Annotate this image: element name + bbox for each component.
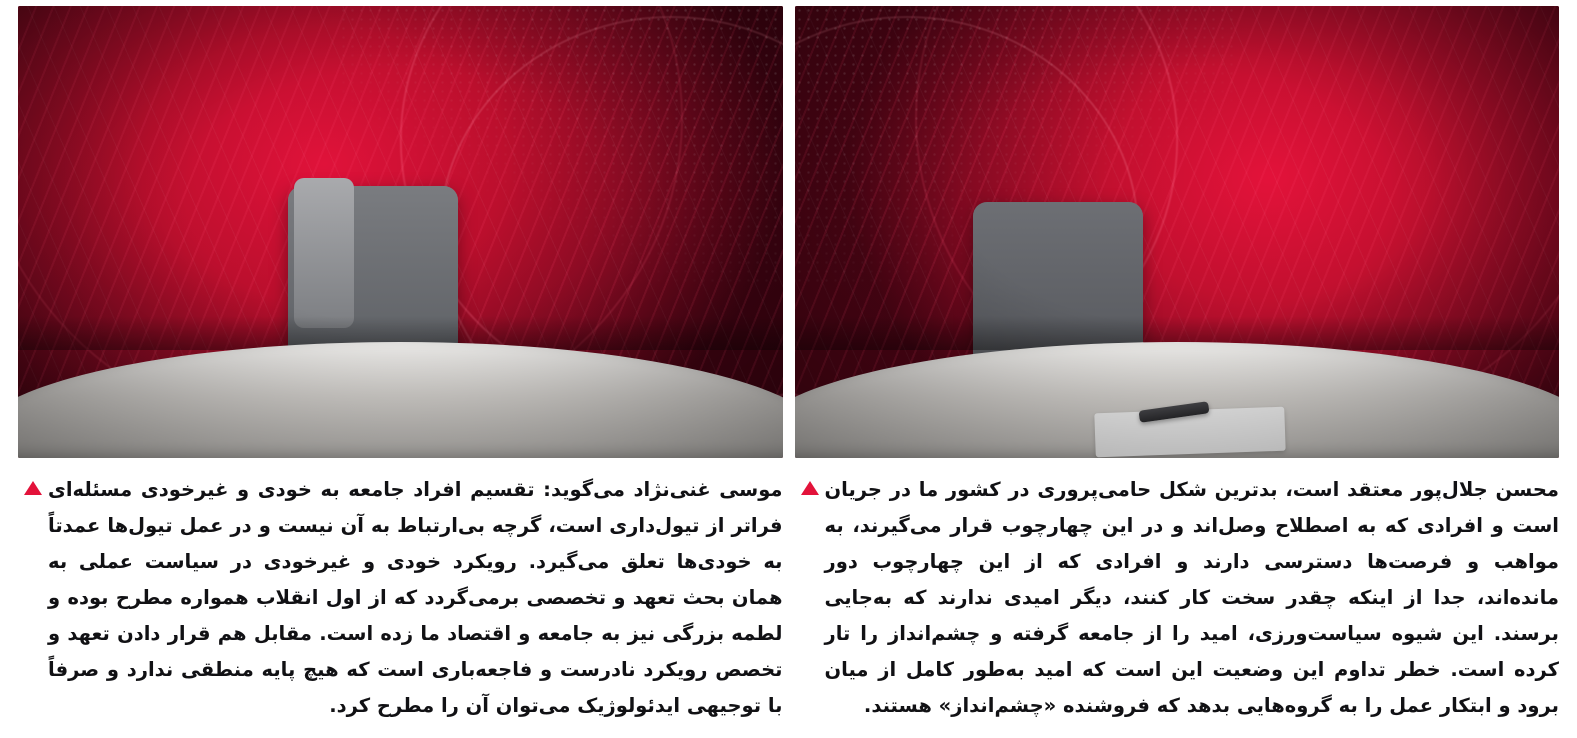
caption-block-left: [795, 472, 1560, 724]
interview-photo-jalalpour: [795, 6, 1560, 458]
photo-caption-right: موسی غنی‌نژاد می‌گوید: تقسیم افراد جامعه به خودی و غیرخودی مسئله‌ای فراتر از تیول‌داری است، گرچه بی‌ارتباط به آن نیست و در عمل تیول‌ها عمدتاً به خودی‌ها تعلق می‌گیرد. رویکرد خودی و غیرخودی در سیاست عملی به همان بحث تعهد و تخصصی برمی‌گردد که از اول انقلاب همواره مطرح بوده و لطمه بزرگی نیز به جامعه و اقتصاد ما زده است. مقابل هم قرار دادن تعهد و تخصص رویکرد نادرست و فاجعه‌باری است که هیچ پایه منطقی ندارد و صرفاً با توجیهی ایدئولوژیک می‌توان آن را مطرح کرد.: [48, 478, 783, 718]
triangle-bullet-icon: [24, 481, 42, 495]
column-left: [789, 0, 1577, 738]
interview-photo-ghaninejad: [18, 6, 783, 458]
photo-vignette: [18, 6, 783, 458]
photo-caption-left: محسن جلال‌پور معتقد است، بدترین شکل حامی‌پروری در کشور ما در جریان است و افرادی که به اصطلاح وصل‌اند و در این چهارچوب قرار می‌گیرند، به مواهب و فرصت‌ها دسترسی دارند و افرادی که از این چهارچوب دور مانده‌اند، جدا از اینکه چقدر سخت کار کنند، دیگر امیدی ندارند که به‌جایی برسند. این شیوه سیاست‌ورزی، امید را از جامعه گرفته و چشم‌انداز را تار کرده است. خطر تداوم این وضعیت این است که امید به‌طور کامل از میان برود و ابتکار عمل را به گروه‌هایی بدهد که فروشنده «چشم‌انداز» هستند.: [824, 478, 1559, 718]
caption-block-right: [18, 472, 783, 724]
triangle-bullet-icon: [801, 481, 819, 495]
photo-vignette: [795, 6, 1560, 458]
